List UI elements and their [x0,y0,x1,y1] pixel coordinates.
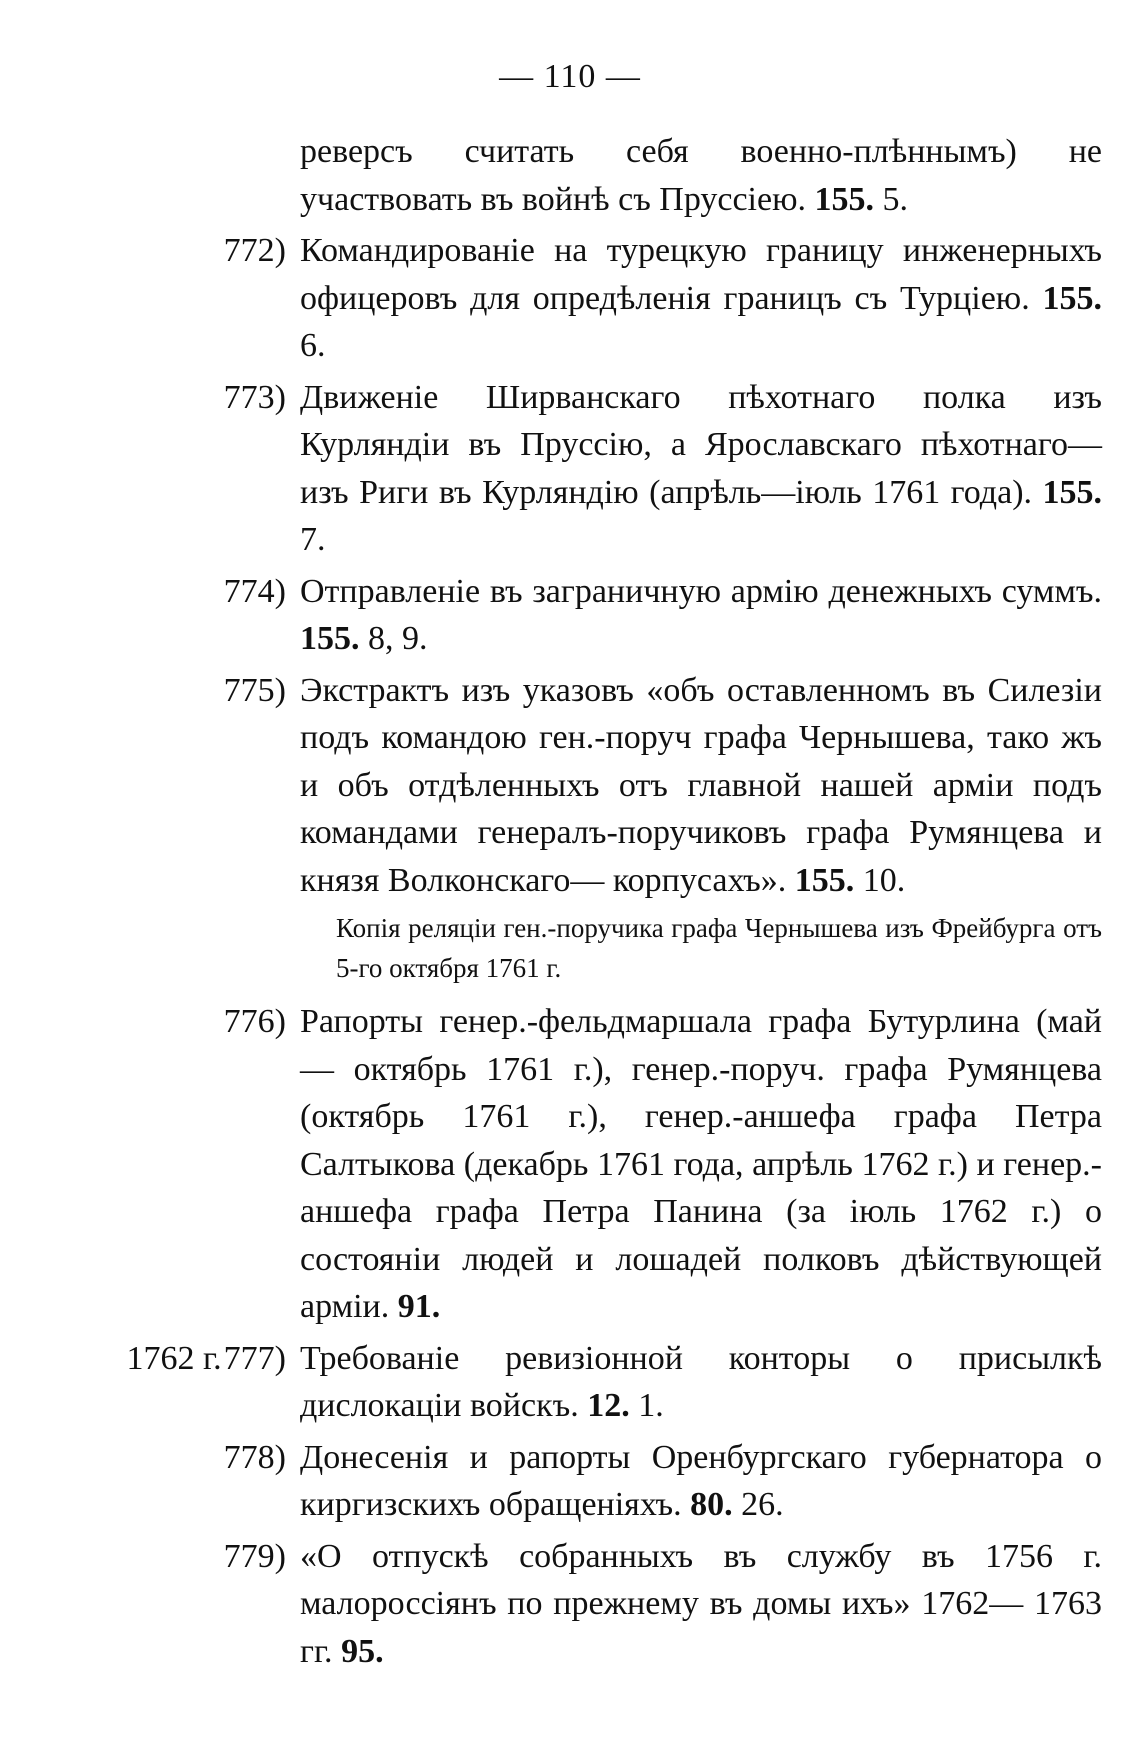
entry-tail: 26. [741,1486,784,1523]
list-item [126,1335,1102,1430]
entry-ref: 155. [814,180,874,218]
entry-tail: 7. [300,521,326,558]
entry-number: 778) [223,1438,286,1476]
list-item [300,128,1102,223]
list-item [223,1434,1102,1529]
list-item [223,374,1102,564]
entry-tail: 5. [882,180,908,218]
list-item [223,568,1102,663]
entry-text: Командированіе на турецкую границу инженерныхъ офицеровъ для опредѣленія границъ съ Турціею. [300,232,1102,317]
entry-number: 774) [223,572,286,610]
entry-ref: 12. [587,1387,630,1424]
entry-number: 779) [223,1537,286,1575]
entry-ref: 155. [1042,279,1102,317]
entry-number: 773) [223,378,286,416]
entry-text: Экстрактъ изъ указовъ «объ оставленномъ въ Силезіи подъ командою ген.-поруч графа Чернышева, тако жъ и объ отдѣленныхъ отъ главной нашей арміи подъ командами генералъ-поручиковъ графа Румянцева и князя Волконскаго— корпусахъ». [300,671,1102,899]
entry-text: Рапорты генер.-фельдмаршала графа Бутурлина (май — октябрь 1761 г.), генер.-поруч. графа Румянцева (октябрь 1761 г.), генер.-аншефа графа Петра Салтыкова (декабрь 1761 года, апрѣль 1762 г.) и генер.-аншефа графа Петра Панина (за іюль 1762 г.) о состояніи людей и лошадей полковъ дѣйствующей арміи. [300,1003,1102,1325]
entry-note: Копія реляціи ген.-поручика графа Чернышева изъ Фрейбурга отъ 5-го октября 1761 г. [336,913,1102,983]
entry-text: «О отпускѣ собранныхъ въ службу въ 1756 г. малороссіянъ по прежнему въ домы ихъ» 1762— 1763 гг. [300,1537,1102,1670]
entry-ref: 155. [1042,473,1102,511]
page-body [126,128,1102,1679]
entry-text: Донесенія и рапорты Оренбургскаго губернатора о киргизскихъ обращеніяхъ. [300,1438,1102,1523]
entry-number-value: 777) [223,1339,286,1377]
entry-ref: 95. [341,1632,384,1670]
entry-text: Требованіе ревизіонной конторы о присылкѣ дислокаціи войскъ. [300,1339,1102,1424]
entry-number: 772) [223,232,286,269]
list-item [223,227,1102,370]
list-item [223,1533,1102,1676]
entry-tail: 1. [638,1387,664,1424]
page-number: — 110 — [499,58,641,95]
list-item [223,667,1102,905]
entry-ref: 155. [794,861,855,899]
entry-number: 775) [223,671,286,709]
entry-number [127,1335,286,1383]
entry-text: Движеніе Ширванскаго пѣхотнаго полка изъ Курляндіи въ Пруссію, а Ярославскаго пѣхотнаго— изъ Риги въ Курляндію (апрѣль—іюль 1761 года). [300,378,1102,511]
entry-ref: 91. [397,1288,441,1325]
entry-tail: 10. [862,861,906,899]
list-item [223,998,1102,1331]
entry-ref: 155. [300,620,360,657]
entry-number: 776) [223,1003,286,1040]
entry-text: реверсъ считать себя военно-плѣннымъ) не участвовать въ войнѣ съ Пруссіею. [300,133,1102,218]
entry-year: 1762 г. [126,1339,222,1377]
entry-tail: 6. [300,327,326,364]
entry-text: Отправленіе въ заграничную армію денежныхъ суммъ. [300,572,1102,610]
entry-tail: 8, 9. [368,620,428,657]
entry-ref: 80. [690,1486,733,1523]
